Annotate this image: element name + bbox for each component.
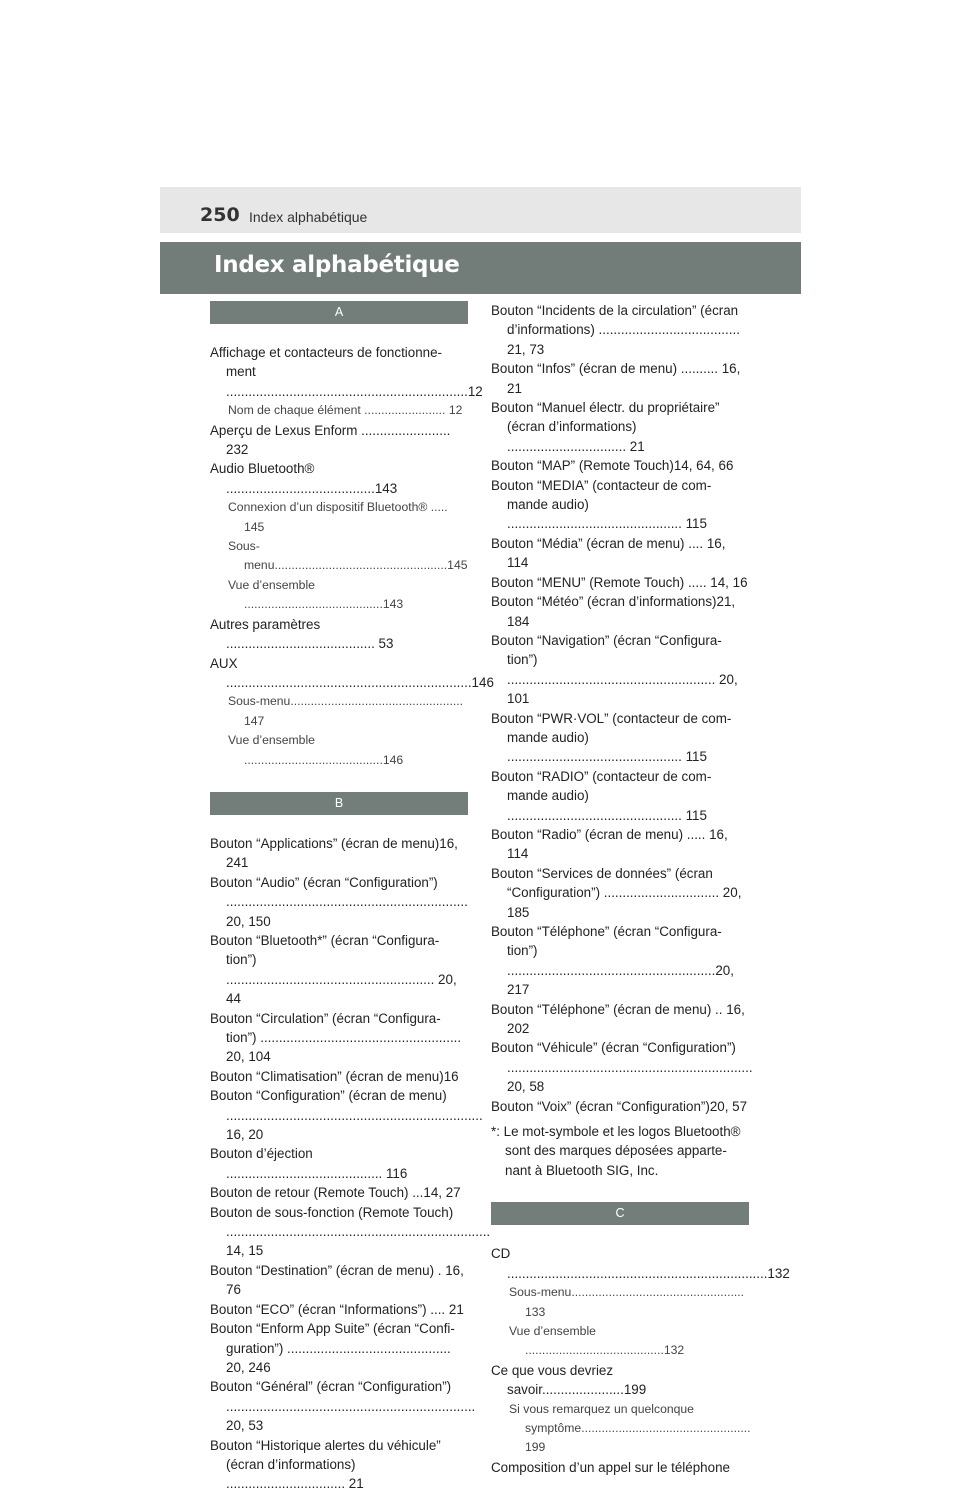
index-entry: Bouton “Incidents de la circulation” (écran d’informations) ...................................... 21, 73 [491, 303, 740, 357]
index-subentry: Sous-menu................................................... 147 [228, 694, 464, 728]
index-entry: Bouton “Audio” (écran “Configuration”) ................................................................. 20, 150 [210, 874, 468, 929]
section-header-a: A [210, 301, 468, 324]
index-entry: Bouton “Enform App Suite” (écran “Confi-guration”) ............................................ 20, 246 [210, 1321, 455, 1375]
index-entry: Bouton d’éjection .......................................... 116 [210, 1146, 408, 1181]
index-entry: Bouton “ECO” (écran “Informations”) .... 21 [210, 1301, 464, 1317]
index-entry: Bouton “Applications” (écran de menu)16, 241 [210, 835, 458, 871]
index-subentry: Sous-menu................................................... 133 [509, 1285, 745, 1319]
page-number: 250 [200, 204, 240, 226]
index-entry: Bouton “Téléphone” (écran “Configura-tion”) ........................................................20, 217 [491, 924, 734, 998]
index-entry: Bouton “MENU” (Remote Touch) ..... 14, 16 [491, 574, 748, 590]
index-subentry: Si vous remarquez un quelconque symptôme.................................................. 199 [509, 1401, 751, 1455]
index-column-right [491, 301, 790, 1477]
index-entry: Bouton “MEDIA” (contacteur de com-mande audio) ............................................... 115 [491, 477, 712, 532]
index-subentry: Nom de chaque élément ........................ 12 [228, 403, 463, 418]
index-entry: Bouton “Infos” (écran de menu) .......... 16, 21 [491, 361, 741, 396]
index-entry: AUX ..................................................................146 [210, 655, 494, 690]
index-entry: Bouton “Véhicule” (écran “Configuration”) .................................................................. 20, 58 [491, 1040, 753, 1095]
index-entry: Audio Bluetooth® ........................................143 [210, 461, 398, 496]
index-entry: Bouton “RADIO” (contacteur de com-mande audio) ............................................... 115 [491, 768, 712, 823]
index-entry: Autres paramètres ........................................ 53 [210, 616, 394, 652]
index-subentry: Vue d’ensemble .........................................132 [509, 1323, 685, 1358]
index-entry: Bouton “Historique alertes du véhicule” (écran d’informations) ................................ 21 [210, 1437, 441, 1492]
index-entry: Bouton “Navigation” (écran “Configura-tion”) ........................................................ 20, 101 [491, 632, 738, 707]
index-entry: Bouton “Voix” (écran “Configuration”)20, 57 [491, 1098, 748, 1114]
index-entry: Bouton “Climatisation” (écran de menu)16 [210, 1068, 459, 1084]
index-entry: Bouton “MAP” (Remote Touch)14, 64, 66 [491, 458, 734, 474]
index-entry: Bouton “Radio” (écran de menu) ..... 16, 114 [491, 826, 728, 862]
index-entry: Bouton “Général” (écran “Configuration”) ................................................................... 20, 53 [210, 1379, 476, 1434]
index-entry: Bouton “PWR·VOL” (contacteur de com-mande audio) ............................................... 115 [491, 710, 732, 765]
running-header-title: Index alphabétique [249, 209, 368, 225]
section-header-b: B [210, 792, 468, 815]
section-header-c: C [491, 1202, 749, 1225]
index-entry: Bouton “Bluetooth*” (écran “Configura-tion”) ........................................................ 20, 44 [210, 932, 457, 1007]
index-entry: Bouton “Météo” (écran d’informations)21, 184 [491, 594, 736, 629]
index-entry: Bouton “Média” (écran de menu) .... 16, 114 [491, 535, 726, 571]
index-entry: Composition d’un appel sur le téléphone [491, 1459, 730, 1475]
index-entry: Aperçu de Lexus Enform ........................ 232 [210, 422, 451, 458]
index-subentry: Connexion d’un dispositif Bluetooth® ..... 145 [228, 500, 448, 534]
index-subentry: Sous-menu...................................................145 [228, 539, 468, 573]
index-entry: Ce que vous devriez savoir......................199 [491, 1362, 647, 1398]
index-entry: Bouton “Circulation” (écran “Configura-tion”) ...................................................... 20, 104 [210, 1010, 462, 1065]
index-entry: Affichage et contacteurs de fonctionne-ment .................................................................12 [210, 345, 483, 399]
index-entry: Bouton “Services de données” (écran “Configuration”) ............................... 20, 185 [491, 865, 742, 920]
index-entry: Bouton “Destination” (écran de menu) . 16, 76 [210, 1262, 464, 1298]
index-entry: Bouton “Téléphone” (écran de menu) .. 16, 202 [491, 1001, 745, 1037]
page-title: Index alphabétique [214, 252, 460, 278]
index-entry: Bouton de retour (Remote Touch) ...14, 27 [210, 1185, 461, 1201]
index-entry: Bouton “Manuel électr. du propriétaire” (écran d’informations) ................................ 21 [491, 400, 720, 454]
index-column-left [210, 301, 494, 1494]
index-entry: CD ......................................................................132 [491, 1246, 790, 1281]
index-subentry: Vue d’ensemble .........................................143 [228, 577, 404, 612]
index-subentry: Vue d’ensemble .........................................146 [228, 733, 404, 767]
footnote: *: Le mot-symbole et les logos Bluetooth® sont des marques déposées apparte-nant à Bluetooth SIG, Inc. [491, 1124, 741, 1178]
index-entry: Bouton “Configuration” (écran de menu) ..................................................................... 16, 20 [210, 1088, 483, 1143]
index-entry: Bouton de sous-fonction (Remote Touch) ....................................................................... 14, 15 [210, 1204, 491, 1259]
